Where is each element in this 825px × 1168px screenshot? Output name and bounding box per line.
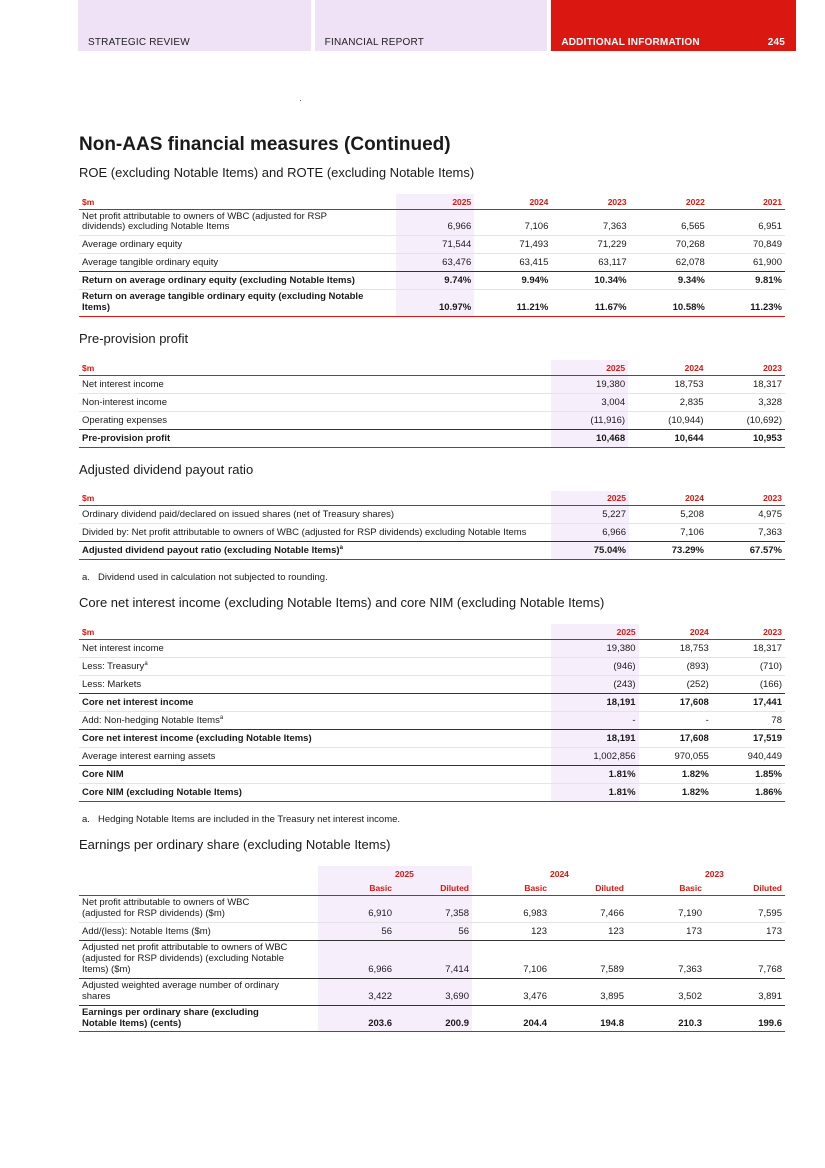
row-label: Average tangible ordinary equity (79, 254, 396, 272)
table-cell: 10.34% (551, 272, 629, 290)
nav-tab-label: STRATEGIC REVIEW (88, 37, 190, 48)
table-cell: (946) (551, 657, 639, 675)
table-cell: 17,608 (639, 693, 712, 711)
row-label: Core net interest income (excluding Notable Items) (79, 729, 551, 747)
table-header-row (79, 624, 785, 639)
column-header: 2024 (474, 194, 551, 209)
row-label: Divided by: Net profit attributable to owners of WBC (adjusted for RSP dividends) excluding Notable Items (79, 524, 551, 542)
table-cell: 3,422 (318, 978, 395, 1005)
nav-tab-label: ADDITIONAL INFORMATION (561, 37, 700, 48)
table-cell: 940,449 (712, 747, 785, 765)
row-label: Pre-provision profit (79, 429, 551, 447)
table-cell: 7,595 (705, 896, 785, 923)
row-label: Net profit attributable to owners of WBC (adjusted for RSP dividends) ($m) (79, 896, 318, 923)
table-row (79, 429, 785, 447)
table-cell: 7,106 (472, 941, 550, 979)
table-cell: 203.6 (318, 1005, 395, 1032)
empty-header (472, 866, 550, 881)
column-header: 2025 (551, 491, 629, 506)
table-cell: 71,229 (551, 236, 629, 254)
nim-section-title: Core net interest income (excluding Notable Items) and core NIM (excluding Notable Items) (79, 595, 605, 611)
table-cell: 63,415 (474, 254, 551, 272)
table-cell: 4,975 (707, 506, 785, 524)
column-header: 2025 (396, 194, 474, 209)
table-cell: 199.6 (705, 1005, 785, 1032)
table-row (79, 978, 785, 1005)
table-cell: 7,363 (627, 941, 705, 979)
table-cell: 56 (395, 923, 472, 941)
year-header: 2025 (395, 866, 472, 881)
column-header: $m (79, 624, 551, 639)
table-cell: 7,768 (705, 941, 785, 979)
row-label-text: Less: Treasury (82, 660, 145, 672)
table-cell: 5,227 (551, 506, 629, 524)
table-cell: 3,004 (551, 393, 628, 411)
table-cell: - (551, 711, 639, 729)
table-cell: 6,565 (630, 209, 708, 236)
table-header-row (79, 194, 785, 209)
table-cell: 62,078 (630, 254, 708, 272)
table-row (79, 747, 785, 765)
column-header: 2025 (551, 360, 628, 375)
table-cell: 1,002,856 (551, 747, 639, 765)
empty-header (79, 866, 318, 881)
column-header: Basic (472, 881, 550, 896)
footnote-ref: a (219, 714, 224, 721)
table-cell: 6,951 (708, 209, 785, 236)
empty-header (627, 866, 705, 881)
column-header: 2023 (551, 194, 629, 209)
table-cell: 67.57% (707, 542, 785, 560)
table-cell: (166) (712, 675, 785, 693)
column-header: 2022 (630, 194, 708, 209)
nim-table (79, 624, 785, 802)
table-cell: 73.29% (629, 542, 707, 560)
column-header: 2023 (707, 360, 785, 375)
column-header: 2023 (707, 491, 785, 506)
table-cell: 71,544 (396, 236, 474, 254)
table-header-row (79, 866, 785, 881)
table-cell: 10.58% (630, 290, 708, 317)
table-cell: 9.74% (396, 272, 474, 290)
table-cell: 6,966 (396, 209, 474, 236)
footnote-marker: a. (82, 813, 90, 825)
table-cell: 7,106 (629, 524, 707, 542)
row-label: Core NIM (79, 765, 551, 783)
table-row (79, 729, 785, 747)
table-cell: - (639, 711, 712, 729)
table-row (79, 236, 785, 254)
footnote-text: Hedging Notable Items are included in the Treasury net interest income. (98, 813, 401, 825)
table-cell: 17,608 (639, 729, 712, 747)
column-header: Diluted (395, 881, 472, 896)
table-cell: 1.81% (551, 765, 639, 783)
year-header: 2023 (705, 868, 724, 879)
table-cell: 19,380 (551, 639, 639, 657)
table-cell: 70,849 (708, 236, 785, 254)
page-number: 245 (767, 37, 785, 48)
table-row (79, 393, 785, 411)
table-row (79, 896, 785, 923)
table-cell: (10,944) (628, 411, 706, 429)
table-cell: 1.86% (712, 783, 785, 801)
table-cell: 173 (627, 923, 705, 941)
table-cell: 7,358 (395, 896, 472, 923)
table-cell: 200.9 (395, 1005, 472, 1032)
column-header: $m (79, 491, 551, 506)
row-label (79, 711, 551, 729)
table-cell: 18,317 (712, 639, 785, 657)
table-row (79, 209, 785, 236)
top-navigation (78, 0, 796, 51)
table-cell: 6,910 (318, 896, 395, 923)
row-label: Operating expenses (79, 411, 551, 429)
roe-table (79, 194, 785, 317)
column-header: Diluted (705, 881, 785, 896)
table-cell: 970,055 (639, 747, 712, 765)
ppp-table (79, 360, 785, 448)
decorative-dot (300, 100, 301, 101)
div-section-title: Adjusted dividend payout ratio (79, 461, 254, 477)
table-cell: 9.94% (474, 272, 551, 290)
table-cell: 210.3 (627, 1005, 705, 1032)
table-cell: 6,966 (551, 524, 629, 542)
table-header-row (79, 360, 785, 375)
table-cell: 1.82% (639, 765, 712, 783)
table-cell: 56 (318, 923, 395, 941)
roe-section-title: ROE (excluding Notable Items) and ROTE (excluding Notable Items) (79, 165, 475, 180)
column-header: 2024 (628, 360, 706, 375)
table-cell: (893) (639, 657, 712, 675)
table-cell: 7,466 (550, 896, 627, 923)
table-cell: 173 (705, 923, 785, 941)
table-cell: 61,900 (708, 254, 785, 272)
table-cell: 17,519 (712, 729, 785, 747)
row-label (79, 542, 551, 560)
row-label: Earnings per ordinary share (excluding Notable Items) (cents) (79, 1005, 318, 1032)
row-label: Return on average ordinary equity (excluding Notable Items) (79, 272, 396, 290)
eps-table (79, 866, 785, 1033)
table-cell: 9.81% (708, 272, 785, 290)
column-header: $m (79, 194, 396, 209)
table-row (79, 290, 785, 317)
row-label: Net profit attributable to owners of WBC (adjusted for RSP dividends) excluding Notable Items (79, 209, 396, 236)
table-cell: 3,895 (550, 978, 627, 1005)
table-cell: 10,953 (707, 429, 785, 447)
table-cell: 3,690 (395, 978, 472, 1005)
table-cell: (252) (639, 675, 712, 693)
table-cell: 3,891 (705, 978, 785, 1005)
row-label: Average interest earning assets (79, 747, 551, 765)
row-label: Less: Markets (79, 675, 551, 693)
table-cell: (710) (712, 657, 785, 675)
table-cell: 18,317 (707, 375, 785, 393)
table-header-row (79, 491, 785, 506)
table-row (79, 272, 785, 290)
table-cell: 204.4 (472, 1005, 550, 1032)
table-cell: 11.21% (474, 290, 551, 317)
nav-tab-additional-information[interactable] (551, 0, 796, 51)
footnote-marker: a. (82, 572, 90, 584)
row-label: Non-interest income (79, 393, 551, 411)
table-cell: 18,191 (551, 729, 639, 747)
eps-section-title: Earnings per ordinary share (excluding Notable Items) (79, 836, 391, 852)
table-cell: 71,493 (474, 236, 551, 254)
table-cell: 10.97% (396, 290, 474, 317)
footnote-ref: a (144, 660, 148, 667)
main-content (79, 134, 785, 1032)
table-cell: 6,983 (472, 896, 550, 923)
table-cell: (11,916) (551, 411, 628, 429)
table-cell: 5,208 (629, 506, 707, 524)
table-cell: 7,190 (627, 896, 705, 923)
table-cell: (10,692) (707, 411, 785, 429)
row-label: Net interest income (79, 639, 551, 657)
row-label (79, 657, 551, 675)
table-cell: 3,502 (627, 978, 705, 1005)
table-cell: 75.04% (551, 542, 629, 560)
table-cell: 11.23% (708, 290, 785, 317)
table-cell: 7,589 (550, 941, 627, 979)
table-cell: 18,753 (628, 375, 706, 393)
table-row (79, 693, 785, 711)
empty-header (79, 881, 318, 896)
row-label: Return on average tangible ordinary equity (excluding Notable Items) (79, 290, 396, 317)
empty-header (318, 866, 395, 881)
table-cell: 1.82% (639, 783, 712, 801)
table-row (79, 675, 785, 693)
table-row (79, 711, 785, 729)
table-row (79, 254, 785, 272)
row-label: Average ordinary equity (79, 236, 396, 254)
table-cell: 194.8 (550, 1005, 627, 1032)
column-header: Basic (318, 881, 395, 896)
column-header: Basic (627, 881, 705, 896)
table-cell: 3,476 (472, 978, 550, 1005)
table-cell: 9.34% (630, 272, 708, 290)
footnote (79, 814, 785, 825)
row-label: Adjusted net profit attributable to owners of WBC (adjusted for RSP dividends) (excluding Notable Items) ($m) (79, 941, 318, 979)
row-label: Add/(less): Notable Items ($m) (79, 923, 318, 941)
table-cell: 2,835 (628, 393, 706, 411)
table-row (79, 375, 785, 393)
row-label: Adjusted weighted average number of ordinary shares (79, 978, 318, 1005)
table-cell: 11.67% (551, 290, 629, 317)
table-cell: 10,644 (628, 429, 706, 447)
nav-tab-financial-report[interactable] (315, 0, 548, 51)
footnote-text: Dividend used in calculation not subjected to rounding. (98, 572, 328, 584)
footnote (79, 572, 785, 583)
table-row (79, 524, 785, 542)
row-label: Core NIM (excluding Notable Items) (79, 783, 551, 801)
column-header: 2024 (639, 624, 712, 639)
table-cell: 7,414 (395, 941, 472, 979)
row-label-text: Add: Non-hedging Notable Items (82, 714, 220, 726)
row-label: Net interest income (79, 375, 551, 393)
table-cell: 1.81% (551, 783, 639, 801)
table-cell: 7,363 (707, 524, 785, 542)
table-cell: 63,476 (396, 254, 474, 272)
column-header: Diluted (550, 881, 627, 896)
table-cell: 78 (712, 711, 785, 729)
table-cell: 1.85% (712, 765, 785, 783)
table-cell: 123 (472, 923, 550, 941)
column-header: 2025 (551, 624, 639, 639)
row-label-text: Adjusted dividend payout ratio (excluding Notable Items) (82, 545, 340, 557)
nav-tab-label: FINANCIAL REPORT (324, 37, 424, 48)
year-header: 2024 (550, 868, 569, 879)
row-label: Core net interest income (79, 693, 551, 711)
table-cell: 63,117 (551, 254, 629, 272)
div-table (79, 491, 785, 561)
table-row (79, 639, 785, 657)
table-cell: 19,380 (551, 375, 628, 393)
table-cell: 70,268 (630, 236, 708, 254)
table-cell: 18,191 (551, 693, 639, 711)
table-row (79, 411, 785, 429)
table-row (79, 923, 785, 941)
nav-tab-strategic-review[interactable] (78, 0, 311, 51)
table-row (79, 657, 785, 675)
page-title: Non-AAS financial measures (Continued) (79, 134, 451, 155)
footnote-ref: a (339, 545, 343, 552)
row-label: Ordinary dividend paid/declared on issued shares (net of Treasury shares) (79, 506, 551, 524)
column-header: $m (79, 360, 551, 375)
table-cell: 10,468 (551, 429, 628, 447)
table-row (79, 765, 785, 783)
column-header: 2021 (708, 194, 785, 209)
table-row (79, 506, 785, 524)
table-cell: 7,363 (551, 209, 629, 236)
table-cell: 123 (550, 923, 627, 941)
table-cell: (243) (551, 675, 639, 693)
table-row (79, 941, 785, 979)
column-header: 2024 (629, 491, 707, 506)
table-cell: 18,753 (639, 639, 712, 657)
table-row (79, 542, 785, 560)
table-row (79, 1005, 785, 1032)
table-cell: 17,441 (712, 693, 785, 711)
table-row (79, 783, 785, 801)
table-cell: 7,106 (474, 209, 551, 236)
table-header-row (79, 881, 785, 896)
column-header: 2023 (712, 624, 785, 639)
table-cell: 3,328 (707, 393, 785, 411)
table-cell: 6,966 (318, 941, 395, 979)
ppp-section-title: Pre-provision profit (79, 331, 189, 347)
